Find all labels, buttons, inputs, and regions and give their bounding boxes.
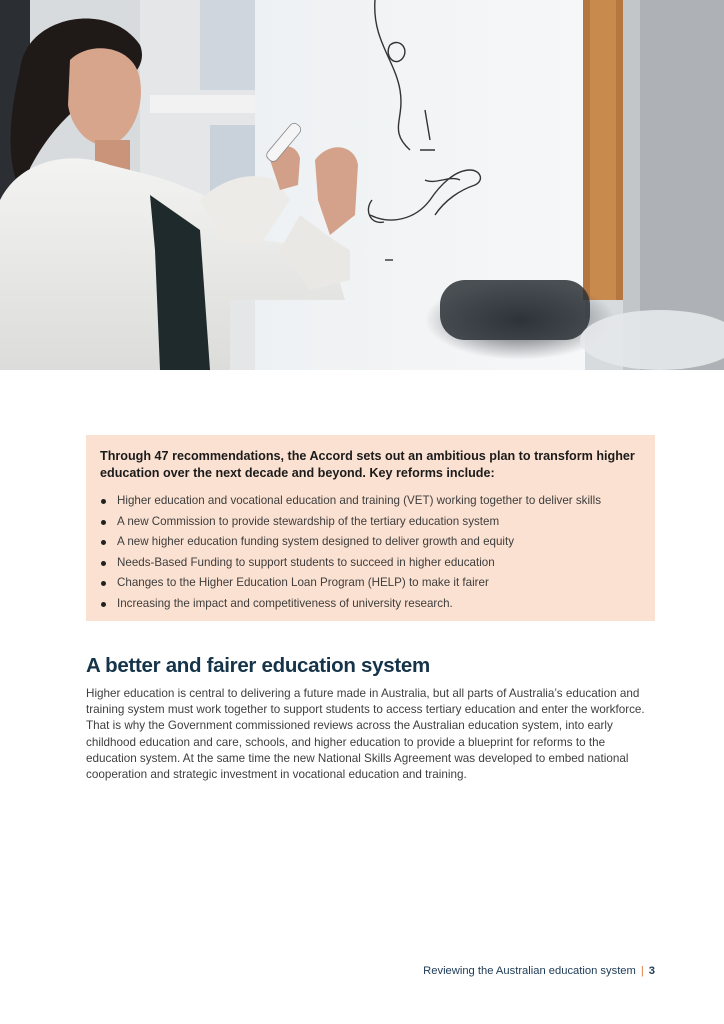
section-body-text: Higher education is central to delivering a future made in Australia, but all parts of Australia’s education and training system must work together to support students to access tertiary education and enter the workforce. That is why the Government commissioned reviews across the Australian education system, into early childhood education and care, schools, and higher education to provide a blueprint for reforms to the education system. At the same time the new National Skills Agreement was developed to embed national cooperation and strategic investment in vocational education and training. (86, 687, 645, 782)
reform-item: A new Commission to provide stewardship of the tertiary education system (100, 512, 641, 533)
reform-item: Needs-Based Funding to support students to succeed in higher education (100, 553, 641, 574)
photo-scientist-at-whiteboard (0, 0, 724, 370)
reform-item: Changes to the Higher Education Loan Program (HELP) to make it fairer (100, 573, 641, 594)
footer-document-title: Reviewing the Australian education system (423, 965, 636, 977)
section-heading: A better and fairer education system (86, 654, 430, 677)
page-footer (423, 965, 655, 977)
footer-separator: | (640, 965, 644, 977)
reforms-list (100, 491, 641, 615)
hero-photo (0, 0, 724, 370)
reform-item: Increasing the impact and competitiveness of university research. (100, 594, 641, 615)
reform-item: A new higher education funding system designed to deliver growth and equity (100, 532, 641, 553)
callout-intro: Through 47 recommendations, the Accord sets out an ambitious plan to transform higher education over the next decade and beyond. Key reforms include: (100, 449, 635, 480)
page-number: 3 (648, 965, 655, 977)
key-reforms-callout (86, 435, 655, 621)
reform-item: Higher education and vocational education and training (VET) working together to deliver skills (100, 491, 641, 512)
